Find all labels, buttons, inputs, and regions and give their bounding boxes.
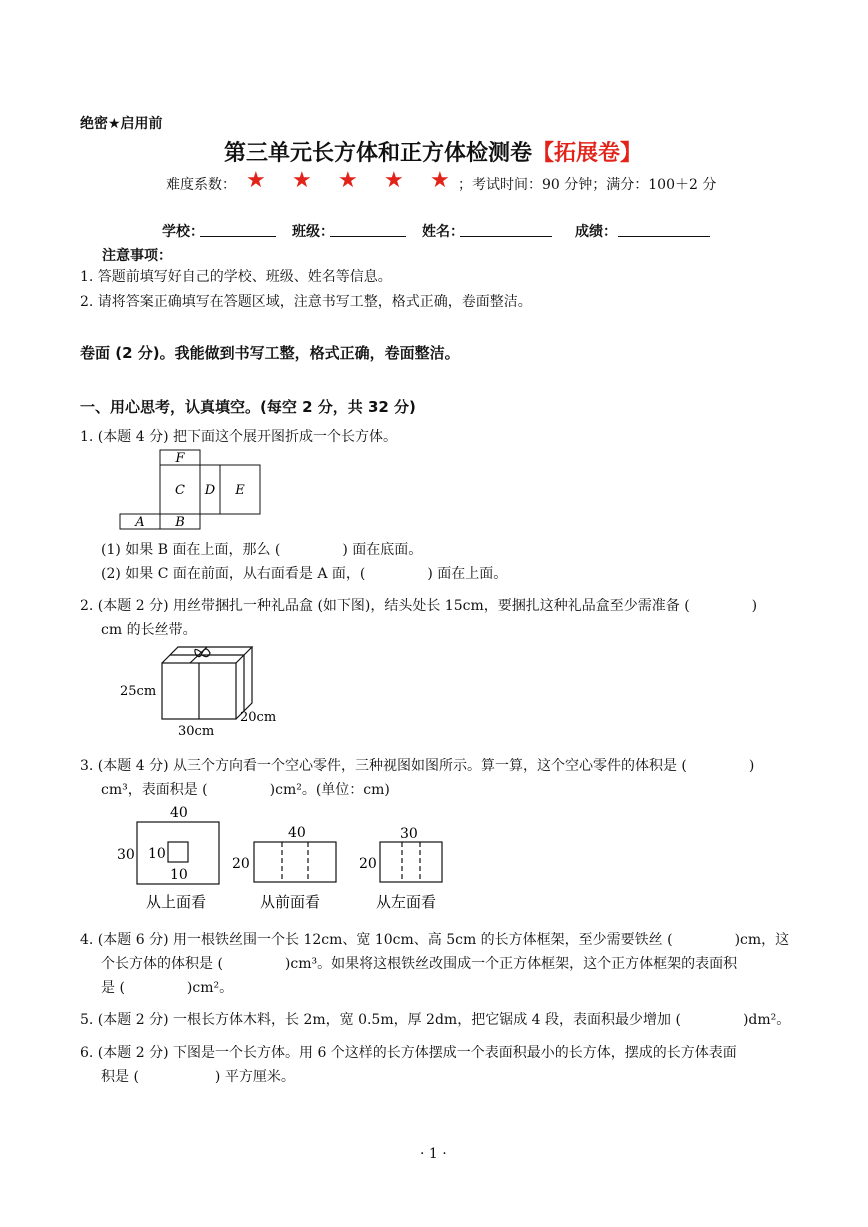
hole-side-label: 10: [148, 846, 166, 862]
score-field[interactable]: [618, 222, 710, 237]
left-view-height: 20: [359, 856, 377, 872]
net-label-a: A: [135, 515, 145, 530]
q6-text: 积是 (: [101, 1069, 139, 1085]
star-icon: ★: [430, 168, 450, 193]
star-icon: ★: [246, 168, 266, 193]
title-main: 第三单元长方体和正方体检测卷: [224, 141, 533, 166]
star-icon: ★: [292, 168, 312, 193]
q6-text-end: ) 平方厘米。: [214, 1069, 295, 1085]
q3-text-end: )cm²。(单位：cm): [269, 782, 390, 798]
q1-sub2-text-end: ) 面在上面。: [427, 566, 508, 582]
net-label-e: E: [235, 483, 245, 498]
note-item: 2. 请将答案正确填写在答题区域，注意书写工整，格式正确，卷面整洁。: [80, 294, 532, 310]
q3-line2: [101, 779, 390, 799]
net-label-f: F: [175, 451, 185, 466]
top-view-width: 40: [170, 805, 188, 821]
q1-net-diagram: [114, 448, 264, 532]
q4-line2: [101, 953, 737, 973]
net-label-c: C: [175, 483, 185, 498]
q3-views-diagram: [110, 800, 460, 915]
q2-gift-box-diagram: [116, 643, 286, 738]
q2-line1: [80, 595, 757, 615]
school-label: 学校：: [162, 224, 204, 240]
q1-sub2: [101, 563, 507, 583]
q4-line1: [80, 929, 789, 949]
section-title: 一、用心思考，认真填空。(每空 2 分，共 32 分): [80, 398, 416, 416]
secret-mark: 绝密★启用前: [80, 116, 163, 132]
q4-text-end: )cm²。: [186, 980, 234, 996]
q2-dim-height: 25cm: [120, 684, 157, 699]
star-icon: ★: [338, 168, 358, 193]
q6-line2: [101, 1066, 295, 1086]
q3-text: cm³，表面积是 (: [101, 782, 208, 798]
q5-line: [80, 1009, 790, 1029]
note-item: 1. 答题前填写好自己的学校、班级、姓名等信息。: [80, 269, 392, 285]
q5-text: 5. (本题 2 分) 一根长方体木料，长 2m，宽 0.5m，厚 2dm，把它锯成 4 段，表面积最少增加 (: [80, 1012, 681, 1028]
q3-text-end: ): [748, 758, 755, 774]
hole-bottom-label: 10: [170, 867, 188, 883]
star-icon: ★: [384, 168, 404, 193]
q1-sub1: [101, 539, 422, 559]
q4-text-end: )cm，这: [734, 932, 790, 948]
name-field[interactable]: [460, 222, 552, 237]
page-title: [224, 136, 642, 167]
q2-line2: cm 的长丝带。: [101, 622, 197, 638]
school-field[interactable]: [200, 222, 276, 237]
q1-sub2-text: (2) 如果 C 面在前面，从右面看是 A 面，(: [101, 566, 366, 582]
notes-title: 注意事项：: [102, 248, 172, 264]
q4-text-end: )cm³。如果将这根铁丝改围成一个正方体框架，这个正方体框架的表面积: [284, 956, 738, 972]
q1-stem: 1. (本题 4 分) 把下面这个展开图折成一个长方体。: [80, 429, 397, 445]
class-label: 班级：: [292, 224, 334, 240]
name-label: 姓名：: [422, 224, 464, 240]
net-label-b: B: [175, 515, 185, 530]
q4-line3: [101, 977, 233, 997]
net-label-d: D: [204, 483, 216, 498]
q2-text-end: ): [751, 598, 758, 614]
q1-sub1-text-end: ) 面在底面。: [342, 542, 423, 558]
q2-dim-depth: 20cm: [240, 710, 277, 725]
difficulty-label: 难度系数：: [166, 177, 236, 193]
page-number: · 1 ·: [420, 1146, 447, 1162]
view-left-caption: 从左面看: [376, 893, 437, 911]
q6-line1: 6. (本题 2 分) 下图是一个长方体。用 6 个这样的长方体摆成一个表面积最小的长方体，摆成的长方体表面: [80, 1045, 737, 1061]
view-top-caption: 从上面看: [146, 893, 207, 911]
view-front-caption: 从前面看: [260, 893, 321, 911]
q4-text: 是 (: [101, 980, 125, 996]
q2-text: 2. (本题 2 分) 用丝带捆扎一种礼品盒 (如下图)，结头处长 15cm，要捆扎这种礼品盒至少需准备 (: [80, 598, 690, 614]
front-view-width: 40: [288, 825, 306, 841]
top-view-height: 30: [117, 847, 135, 863]
difficulty-row: [166, 174, 236, 194]
neatness-line: 卷面 (2 分)。我能做到书写工整，格式正确，卷面整洁。: [80, 344, 460, 362]
front-view-height: 20: [232, 856, 250, 872]
q4-text: 个长方体的体积是 (: [101, 956, 223, 972]
q5-text-end: )dm²。: [742, 1012, 791, 1028]
q1-sub1-text: (1) 如果 B 面在上面，那么 (: [101, 542, 281, 558]
q3-text: 3. (本题 4 分) 从三个方向看一个空心零件，三种视图如图所示。算一算，这个空心零件的体积是 (: [80, 758, 687, 774]
title-tag: 【拓展卷】: [532, 141, 643, 166]
left-view-width: 30: [400, 826, 418, 842]
q3-line1: [80, 755, 754, 775]
exam-info: ；考试时间：90 分钟；满分：100＋2 分: [458, 177, 717, 193]
class-field[interactable]: [330, 222, 406, 237]
q2-dim-width: 30cm: [178, 724, 215, 738]
score-label: 成绩：: [575, 224, 617, 240]
q4-text: 4. (本题 6 分) 用一根铁丝围一个长 12cm、宽 10cm、高 5cm 的长方体框架，至少需要铁丝 (: [80, 932, 673, 948]
